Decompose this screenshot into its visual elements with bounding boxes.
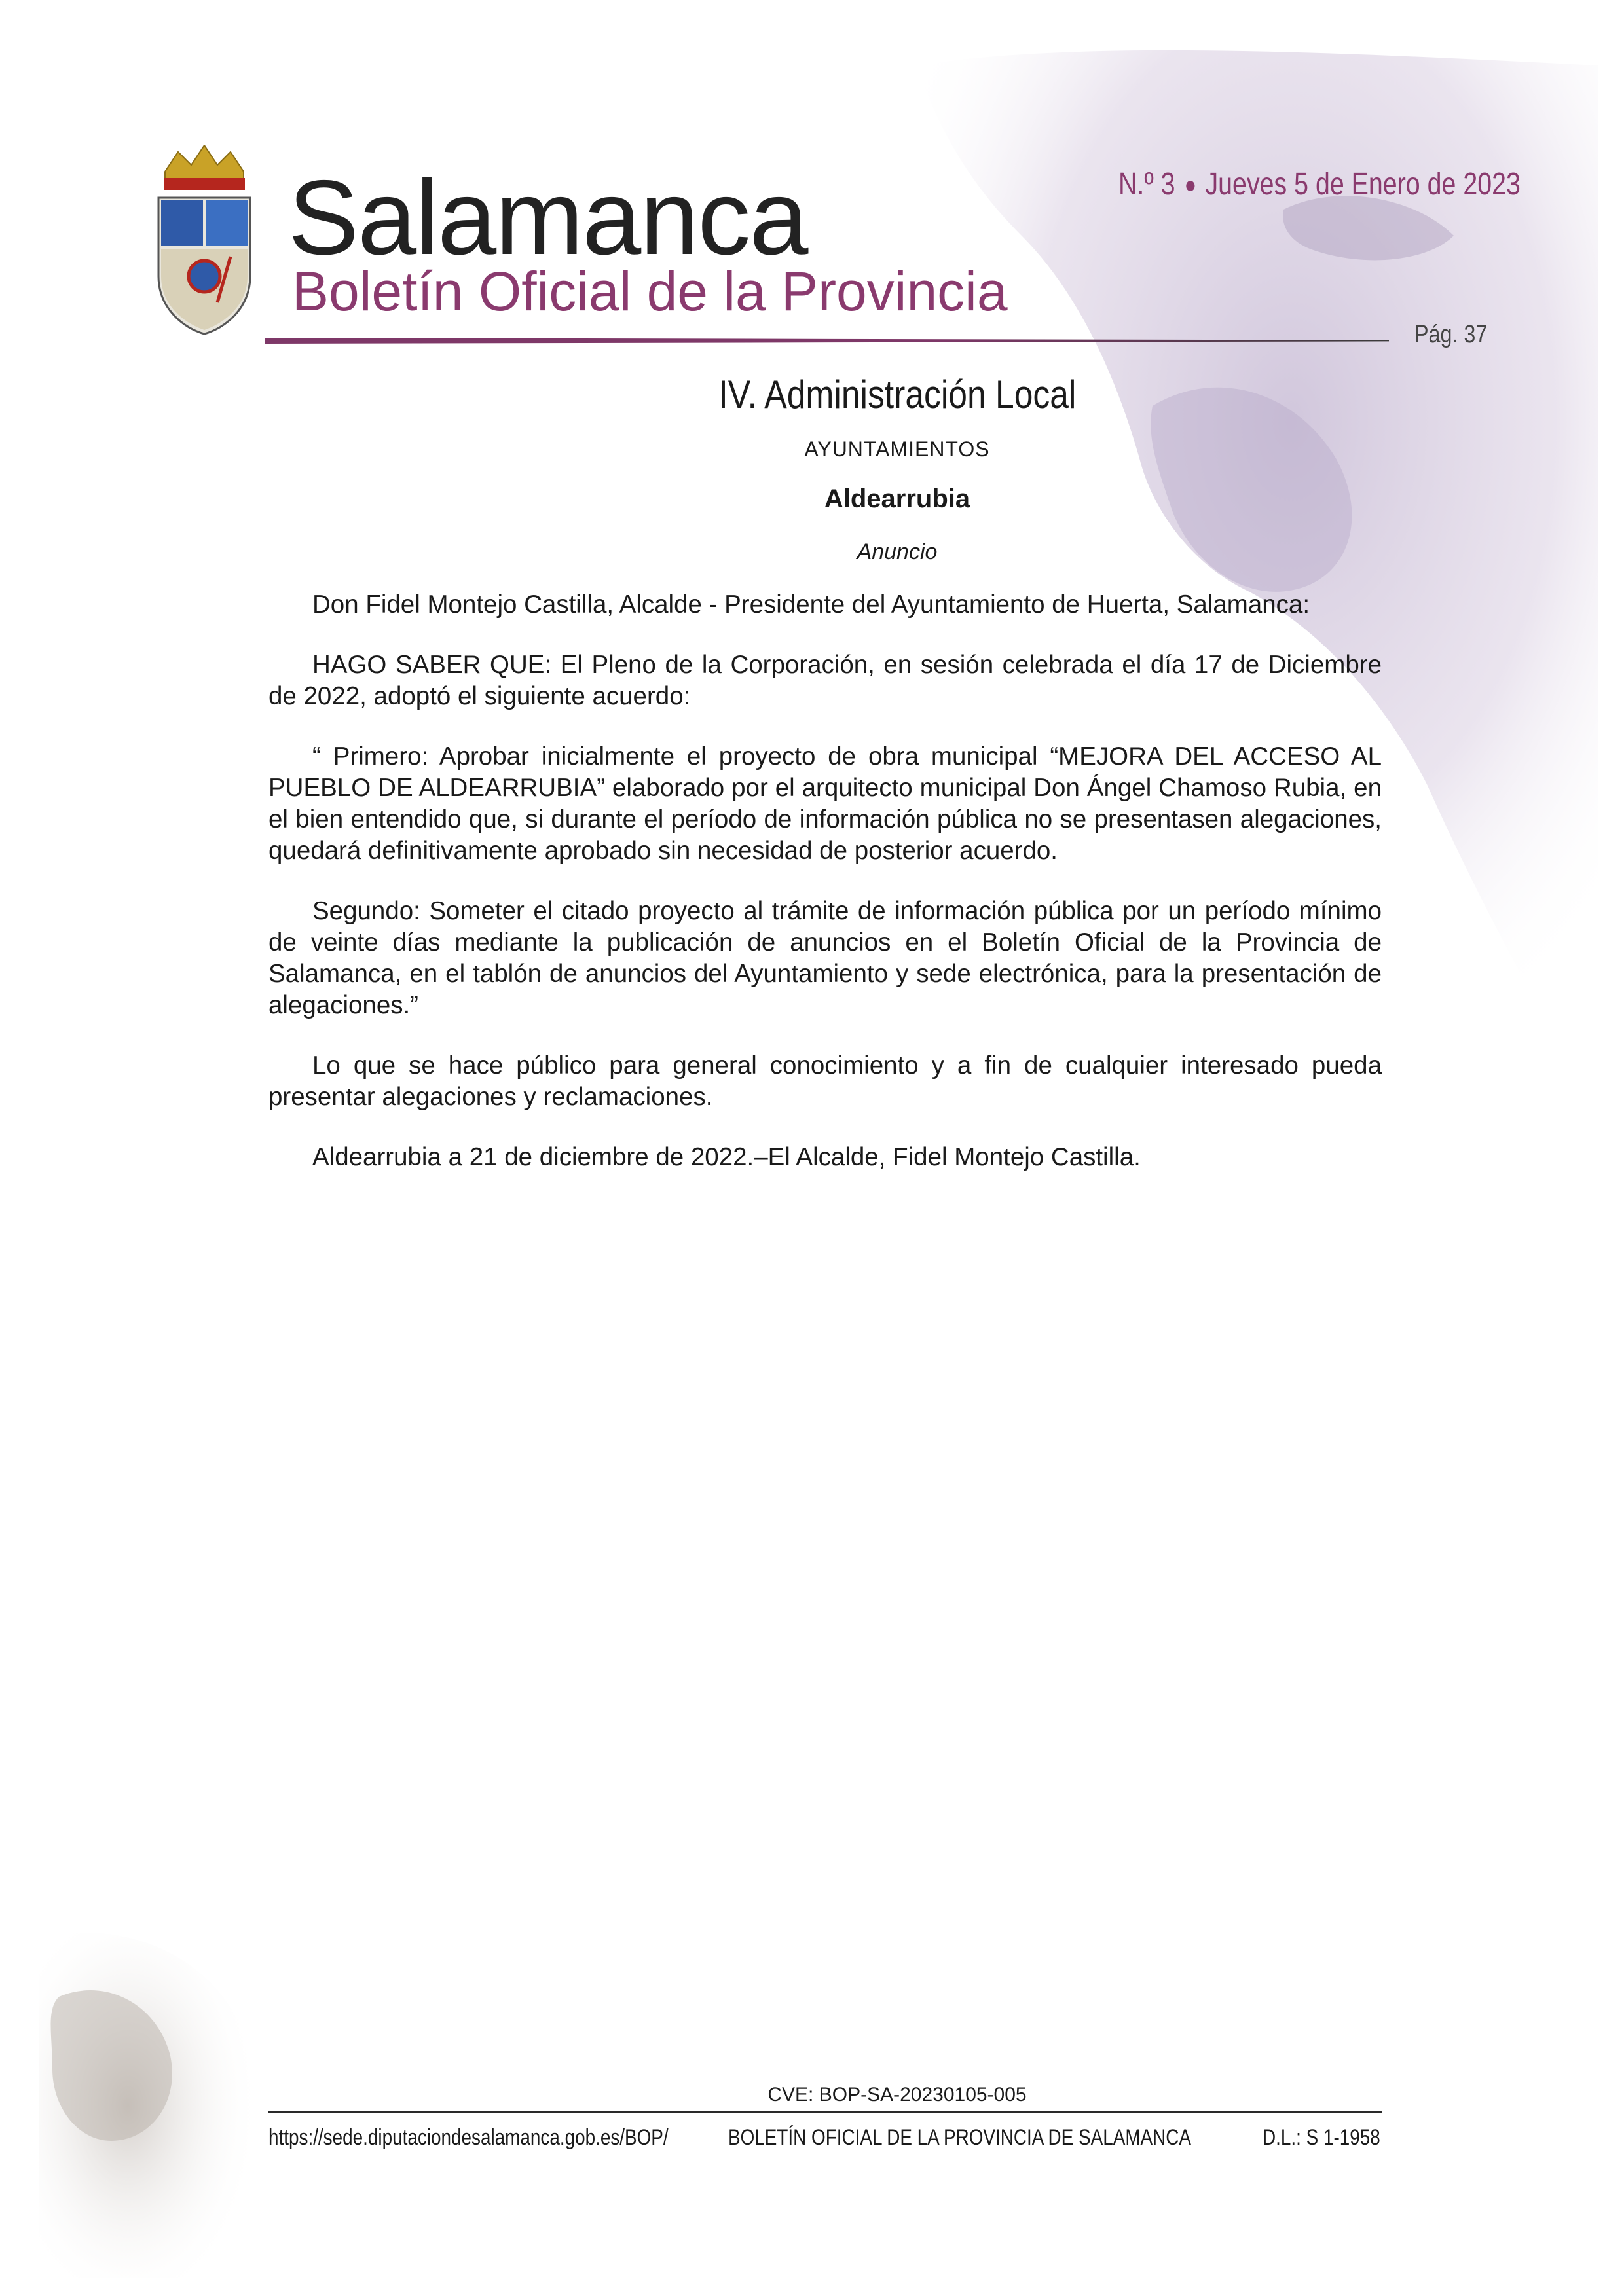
- notice-paragraph: Segundo: Someter el citado proyecto al trámite de información pública por un período mínimo de veinte días mediante la publicación de anuncios en el Boletín Oficial de la Provincia de Salamanca, en el tablón de anuncios del Ayuntamiento y sede electrónica, para la presentación de alegaciones.”: [268, 897, 1382, 1019]
- brand-subtitle: Boletín Oficial de la Provincia: [292, 261, 1008, 322]
- notice-body: [268, 589, 1382, 1202]
- notice-paragraph: Aldearrubia a 21 de diciembre de 2022.–El Alcalde, Fidel Montejo Castilla.: [312, 1143, 1141, 1171]
- footer-cve: [0, 2084, 1624, 2106]
- footer-rule: [268, 2111, 1382, 2113]
- municipality-text: Aldearrubia: [824, 484, 970, 513]
- municipality-heading: [0, 484, 1624, 514]
- section-title: [0, 372, 1624, 417]
- issue-date: Jueves 5 de Enero de 2023: [1205, 167, 1521, 202]
- coat-of-arms-logo: [152, 145, 257, 335]
- notice-type-text: Anuncio: [857, 539, 938, 564]
- footer-legal-deposit: D.L.: S 1-1958: [1263, 2125, 1380, 2150]
- subsection-text: AYUNTAMIENTOS: [804, 437, 990, 461]
- issue-info: [1118, 166, 1521, 202]
- page-number: Pág. 37: [1414, 321, 1488, 348]
- footer-cve-text: CVE: BOP-SA-20230105-005: [767, 2084, 1027, 2105]
- bullet-dot-icon: [1186, 181, 1194, 191]
- shield-quarter-blue-right: [206, 200, 248, 246]
- notice-type-heading: [0, 539, 1624, 565]
- shield-quarter-blue-left: [161, 200, 203, 246]
- shield-center-emblem: [189, 261, 220, 292]
- section-title-text: IV. Administración Local: [718, 373, 1076, 416]
- footer-publication-name: BOLETÍN OFICIAL DE LA PROVINCIA DE SALAMANCA: [728, 2125, 1192, 2150]
- brand-title: Salamanca: [288, 158, 807, 277]
- issue-number: N.º 3: [1118, 167, 1175, 202]
- notice-paragraph: “ Primero: Aprobar inicialmente el proyecto de obra municipal “MEJORA DEL ACCESO AL PUEBLO DE ALDEARRUBIA” elaborado por el arquitecto municipal Don Ángel Chamoso Rubia, en el bien entendido que, si durante el período de información pública no se presentasen alegaciones, quedará definitivamente aprobado sin necesidad de posterior acuerdo.: [268, 742, 1382, 865]
- footer-url-link[interactable]: https://sede.diputaciondesalamanca.gob.es/BOP/: [268, 2125, 669, 2150]
- crown-band: [164, 178, 245, 190]
- notice-paragraph: HAGO SABER QUE: El Pleno de la Corporación, en sesión celebrada el día 17 de Diciembre de 2022, adoptó el siguiente acuerdo:: [268, 651, 1382, 710]
- notice-paragraph: Don Fidel Montejo Castilla, Alcalde - Presidente del Ayuntamiento de Huerta, Salamanca:: [312, 591, 1310, 619]
- notice-paragraph: Lo que se hace público para general conocimiento y a fin de cualquier interesado pueda presentar alegaciones y reclamaciones.: [268, 1051, 1382, 1111]
- subsection-heading: [0, 437, 1624, 462]
